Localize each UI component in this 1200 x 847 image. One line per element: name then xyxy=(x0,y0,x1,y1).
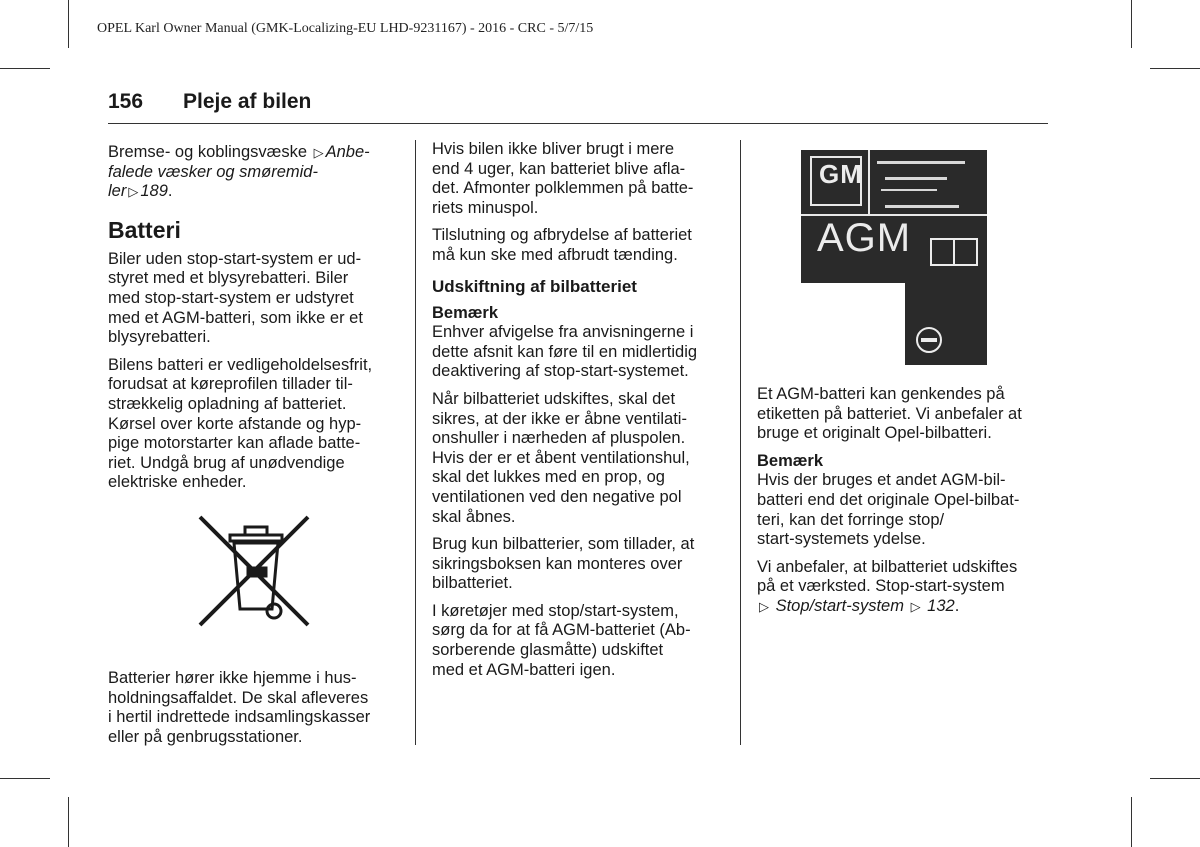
column-divider xyxy=(415,140,416,745)
running-head: OPEL Karl Owner Manual (GMK-Localizing-EU LHD-9231167) - 2016 - CRC - 5/7/15 xyxy=(97,21,594,36)
paragraph: Brug kun bilbatterier, som tillader, at sikringsboksen kan monteres over bilbatteriet. xyxy=(432,535,695,593)
agm-battery-label-figure xyxy=(757,145,1052,385)
paragraph: I køretøjer med stop/start-system, sørg da for at få AGM-batteriet (Ab- sorberende glasmåtte) udskiftet med et AGM-batteri igen. xyxy=(432,601,691,679)
paragraph: Biler uden stop-start-system er ud- styret med et blysyrebatteri. Biler med stop-start-system er udstyret med et AGM-batteri, som ikke er et blysyrebatteri. xyxy=(108,249,363,347)
paragraph-with-xref xyxy=(757,558,1052,617)
xref-fluids-link[interactable]: Anbe- falede væsker og smøremid- ler xyxy=(108,143,370,201)
paragraph-text: Vi anbefaler, at bilbatteriet udskiftes på et værksted. Stop-start-system xyxy=(757,557,1018,596)
reference-arrow-icon: ▷ xyxy=(759,598,769,614)
crop-mark xyxy=(1150,778,1200,779)
agm-label-text: AGM xyxy=(817,216,912,260)
xref-page[interactable]: 132 xyxy=(927,596,955,615)
note-label: Bemærk xyxy=(432,303,499,322)
paragraph: Hvis bilen ikke bliver brugt i mere end 4 uger, kan batteriet blive afla- det. Afmonter polklemmen på batte- riets minuspol. xyxy=(432,140,694,217)
intro-end: . xyxy=(167,182,173,201)
intro-text: Bremse- og koblingsvæske xyxy=(108,143,307,161)
header-rule xyxy=(108,123,1048,124)
xref-stop-start-link[interactable]: Stop/start-system xyxy=(775,596,904,615)
paragraph: Tilslutning og afbrydelse af batteriet må kun ske med afbrudt tænding. xyxy=(432,226,692,264)
xref-end: . xyxy=(954,596,960,615)
note-text: Hvis der bruges et andet AGM-bil- batteri end det originale Opel-bilbat- teri, kan det forringe stop/ start-systemets ydelse. xyxy=(757,471,1020,549)
paragraph: Når bilbatteriet udskiftes, skal det sikres, at der ikke er åbne ventilati- onshuller i nærheden af pluspolen. Hvis der er et åbent ventilationshul, skal det lukkes med en prop, og ventilationen ved den negative pol skal åbnes. xyxy=(432,389,690,526)
crop-mark xyxy=(1131,0,1132,48)
crop-mark xyxy=(1131,797,1132,847)
xref-page[interactable]: 189 xyxy=(140,182,168,201)
column-3 xyxy=(757,145,1052,625)
reference-arrow-icon: ▷ xyxy=(313,145,324,160)
reference-arrow-icon: ▷ xyxy=(128,184,139,200)
gm-logo: GM xyxy=(819,159,863,189)
paragraph: Bilens batteri er vedligeholdelsesfrit, forudsat at køreprofilen tillader til- strækkelig opladning af batteriet. Kørsel over korte afstande og hyp- pige motorstarter kan aflade batte- riet. Undgå brug af unødvendige elektriske enheder. xyxy=(108,355,373,492)
paragraph: Batterier hører ikke hjemme i hus- holdningsaffaldet. De skal afleveres i hertil indrettede indsamlingskasser eller på genbrugsstationer. xyxy=(108,668,371,746)
crop-mark xyxy=(1150,68,1200,69)
crop-mark xyxy=(68,0,69,48)
intro-paragraph xyxy=(108,143,403,202)
crop-mark xyxy=(68,797,69,847)
heading-battery: Batteri xyxy=(108,216,181,243)
page-number: 156 xyxy=(108,90,144,113)
crossed-out-bin-icon xyxy=(108,513,403,653)
column-1 xyxy=(108,143,403,755)
crop-mark xyxy=(0,68,50,69)
section-title: Pleje af bilen xyxy=(183,90,312,113)
note-text: Enhver afvigelse fra anvisningerne i dette afsnit kan føre til en midlertidig deaktivering af stop-start-systemet. xyxy=(432,323,698,381)
reference-arrow-icon: ▷ xyxy=(910,598,921,614)
crop-mark xyxy=(0,778,50,779)
column-divider xyxy=(740,140,741,745)
column-2 xyxy=(432,140,732,688)
subheading-replacement: Udskiftning af bilbatteriet xyxy=(432,276,637,296)
paragraph: Et AGM-batteri kan genkendes på etiketten på batteriet. Vi anbefaler at bruge et originalt Opel-bilbatteri. xyxy=(757,385,1022,443)
note-label: Bemærk xyxy=(757,451,824,470)
